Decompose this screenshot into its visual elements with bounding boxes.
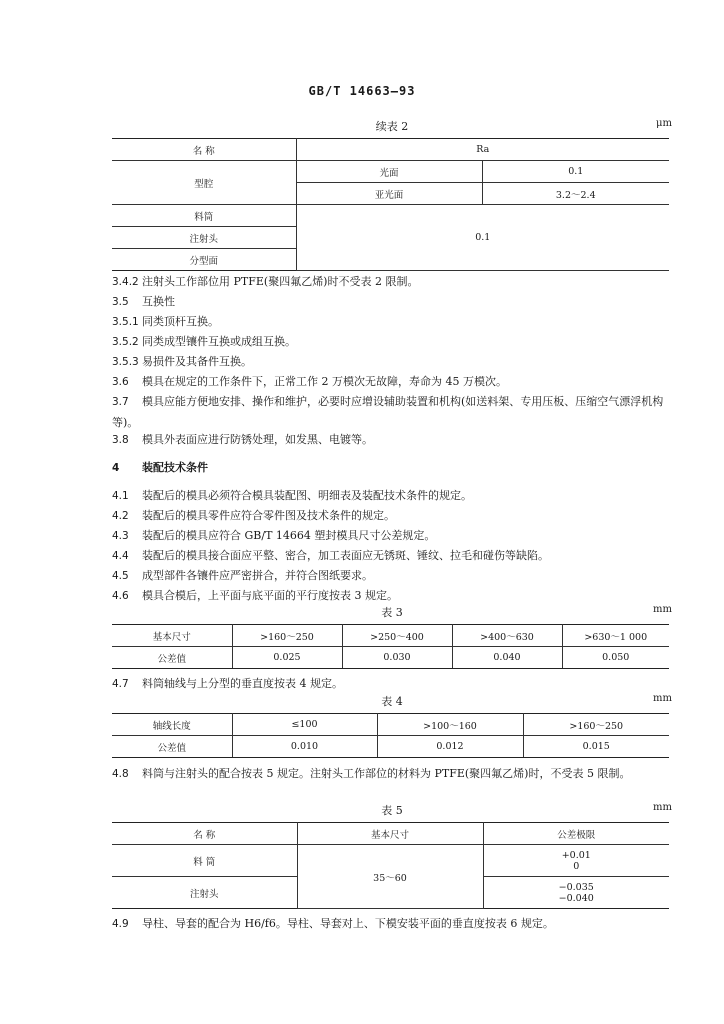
table-cell: >250～400	[342, 625, 452, 647]
clause-text: 模具外表面应进行防锈处理，如发黑、电镀等。	[142, 433, 373, 446]
table5	[112, 822, 669, 909]
clause-text: 模具应能方便地安排、操作和维护，必要时应增设辅助装置和机构(如送料架、专用压板、压缩空气漂浮机构等)。	[112, 395, 664, 429]
clause-text: 料筒轴线与上分型的垂直度按表 4 规定。	[142, 677, 343, 690]
table-header-cell: 名 称	[112, 139, 296, 161]
section-heading	[112, 458, 672, 479]
table-cell: ≤100	[232, 714, 377, 736]
clause-text: 模具合模后，上平面与底平面的平行度按表 3 规定。	[142, 589, 398, 602]
clause-number: 3.5.2	[112, 336, 139, 348]
table5-unit: mm	[653, 802, 672, 813]
clause-number: 4.6	[112, 590, 129, 602]
table-cell: 0.012	[377, 736, 523, 758]
table-header-cell: 基本尺寸	[297, 823, 483, 845]
clause-text: 易损件及其备件互换。	[142, 355, 252, 368]
tolerance-lower: 0	[573, 860, 580, 872]
table-cell: 亚光面	[296, 183, 482, 205]
table-cell: 公差值	[112, 647, 232, 669]
table3-unit: mm	[653, 604, 672, 615]
table2-caption-row	[112, 118, 672, 134]
paragraph	[112, 546, 672, 567]
clause-number: 3.5	[112, 296, 129, 308]
clause-number: 3.8	[112, 434, 129, 446]
clause-number: 3.5.3	[112, 356, 139, 368]
section-number: 4	[112, 462, 120, 474]
table-row	[112, 161, 669, 183]
clause-text: 成型部件各镶件应严密拼合，并符合图纸要求。	[142, 569, 373, 582]
table-cell: 轴线长度	[112, 714, 232, 736]
paragraph	[112, 526, 672, 547]
table3-caption: 表 3	[381, 606, 403, 619]
table-row	[112, 714, 669, 736]
table-cell: 注射头	[112, 227, 296, 249]
table2-unit: μm	[656, 118, 672, 129]
clause-number: 3.4.2	[112, 276, 139, 288]
clause-number: 4.5	[112, 570, 129, 582]
paragraph	[112, 506, 672, 527]
table-row	[112, 845, 669, 877]
table-cell: 0.010	[232, 736, 377, 758]
table-cell: >160～250	[523, 714, 669, 736]
table-cell: 光面	[296, 161, 482, 183]
table4-caption-row	[112, 693, 672, 709]
table5-caption-row	[112, 802, 672, 818]
clause-text: 装配后的模具零件应符合零件图及技术条件的规定。	[142, 509, 395, 522]
table3	[112, 624, 669, 669]
clause-text: 装配后的模具必须符合模具装配图、明细表及装配技术条件的规定。	[142, 489, 472, 502]
table-cell: 基本尺寸	[112, 625, 232, 647]
table-header-cell: 名 称	[112, 823, 297, 845]
paragraph	[112, 312, 672, 333]
table-cell: 注射头	[112, 877, 297, 909]
clause-number: 4.1	[112, 490, 129, 502]
table-cell	[483, 877, 669, 909]
paragraph	[112, 430, 672, 451]
clause-number: 4.7	[112, 678, 129, 690]
clause-text: 装配后的模具应符合 GB/T 14664 塑封模具尺寸公差规定。	[142, 529, 436, 542]
table-header-cell: Ra	[296, 139, 669, 161]
table-header-cell: 公差极限	[483, 823, 669, 845]
clause-number: 4.9	[112, 918, 129, 930]
clause-text: 模具在规定的工作条件下，正常工作 2 万模次无故障，寿命为 45 万模次。	[142, 375, 507, 388]
table2-caption: 续表 2	[375, 120, 409, 133]
table3-caption-row	[112, 604, 672, 620]
section-title: 装配技术条件	[142, 461, 208, 474]
table-cell: 公差值	[112, 736, 232, 758]
clause-number: 4.3	[112, 530, 129, 542]
table-row	[112, 139, 669, 161]
clause-text: 同类成型镶件互换或成组互换。	[142, 335, 296, 348]
table4	[112, 713, 669, 758]
clause-number: 4.4	[112, 550, 129, 562]
table-cell: >630～1 000	[562, 625, 669, 647]
paragraph	[112, 292, 672, 313]
table-cell: 料 筒	[112, 845, 297, 877]
paragraph	[112, 352, 672, 373]
table-cell: 0.040	[452, 647, 562, 669]
table-cell: 35～60	[297, 845, 483, 909]
table-cell: 0.025	[232, 647, 342, 669]
tolerance-upper: +0.01	[561, 849, 591, 861]
table-row	[112, 823, 669, 845]
table-cell: 料筒	[112, 205, 296, 227]
clause-text: 装配后的模具接合面应平整、密合，加工表面应无锈斑、锤纹、拉毛和碰伤等缺陷。	[142, 549, 549, 562]
clause-text: 导柱、导套的配合为 H6/f6。导柱、导套对上、下模安装平面的垂直度按表 6 规定。	[142, 917, 554, 930]
clause-number: 3.7	[112, 396, 129, 408]
table-cell: 0.030	[342, 647, 452, 669]
table-row	[112, 647, 669, 669]
table5-caption: 表 5	[381, 804, 403, 817]
table-cell: 0.015	[523, 736, 669, 758]
paragraph	[112, 674, 672, 695]
table-cell: >400～630	[452, 625, 562, 647]
table-cell: 型腔	[112, 161, 296, 205]
clause-text: 料筒与注射头的配合按表 5 规定。注射头工作部位的材料为 PTFE(聚四氟乙烯)时，不受表 5 限制。	[142, 767, 631, 780]
table-cell: 0.050	[562, 647, 669, 669]
page-header: GB/T 14663—93	[308, 84, 416, 98]
table-cell: 0.1	[296, 205, 669, 271]
table-cell: 0.1	[482, 161, 669, 183]
paragraph	[112, 764, 672, 785]
table-cell: 3.2～2.4	[482, 183, 669, 205]
paragraph	[112, 272, 672, 293]
paragraph	[112, 332, 672, 353]
clause-text: 注射头工作部位用 PTFE(聚四氟乙烯)时不受表 2 限制。	[142, 275, 419, 288]
tolerance-upper: −0.035	[558, 881, 594, 893]
clause-number: 3.5.1	[112, 316, 139, 328]
table-cell: >100～160	[377, 714, 523, 736]
table-cell: 分型面	[112, 249, 296, 271]
table-row	[112, 205, 669, 227]
paragraph	[112, 914, 672, 935]
clause-text: 同类顶杆互换。	[142, 315, 219, 328]
clause-number: 4.2	[112, 510, 129, 522]
clause-number: 3.6	[112, 376, 129, 388]
tolerance-lower: −0.040	[558, 892, 594, 904]
table4-unit: mm	[653, 693, 672, 704]
table-row	[112, 736, 669, 758]
table-cell: >160～250	[232, 625, 342, 647]
table-row	[112, 625, 669, 647]
table2	[112, 138, 669, 271]
table4-caption: 表 4	[381, 695, 403, 708]
table-cell	[483, 845, 669, 877]
clause-text: 互换性	[142, 295, 175, 308]
paragraph	[112, 392, 672, 432]
paragraph	[112, 486, 672, 507]
paragraph	[112, 372, 672, 393]
paragraph	[112, 566, 672, 587]
clause-number: 4.8	[112, 768, 129, 780]
